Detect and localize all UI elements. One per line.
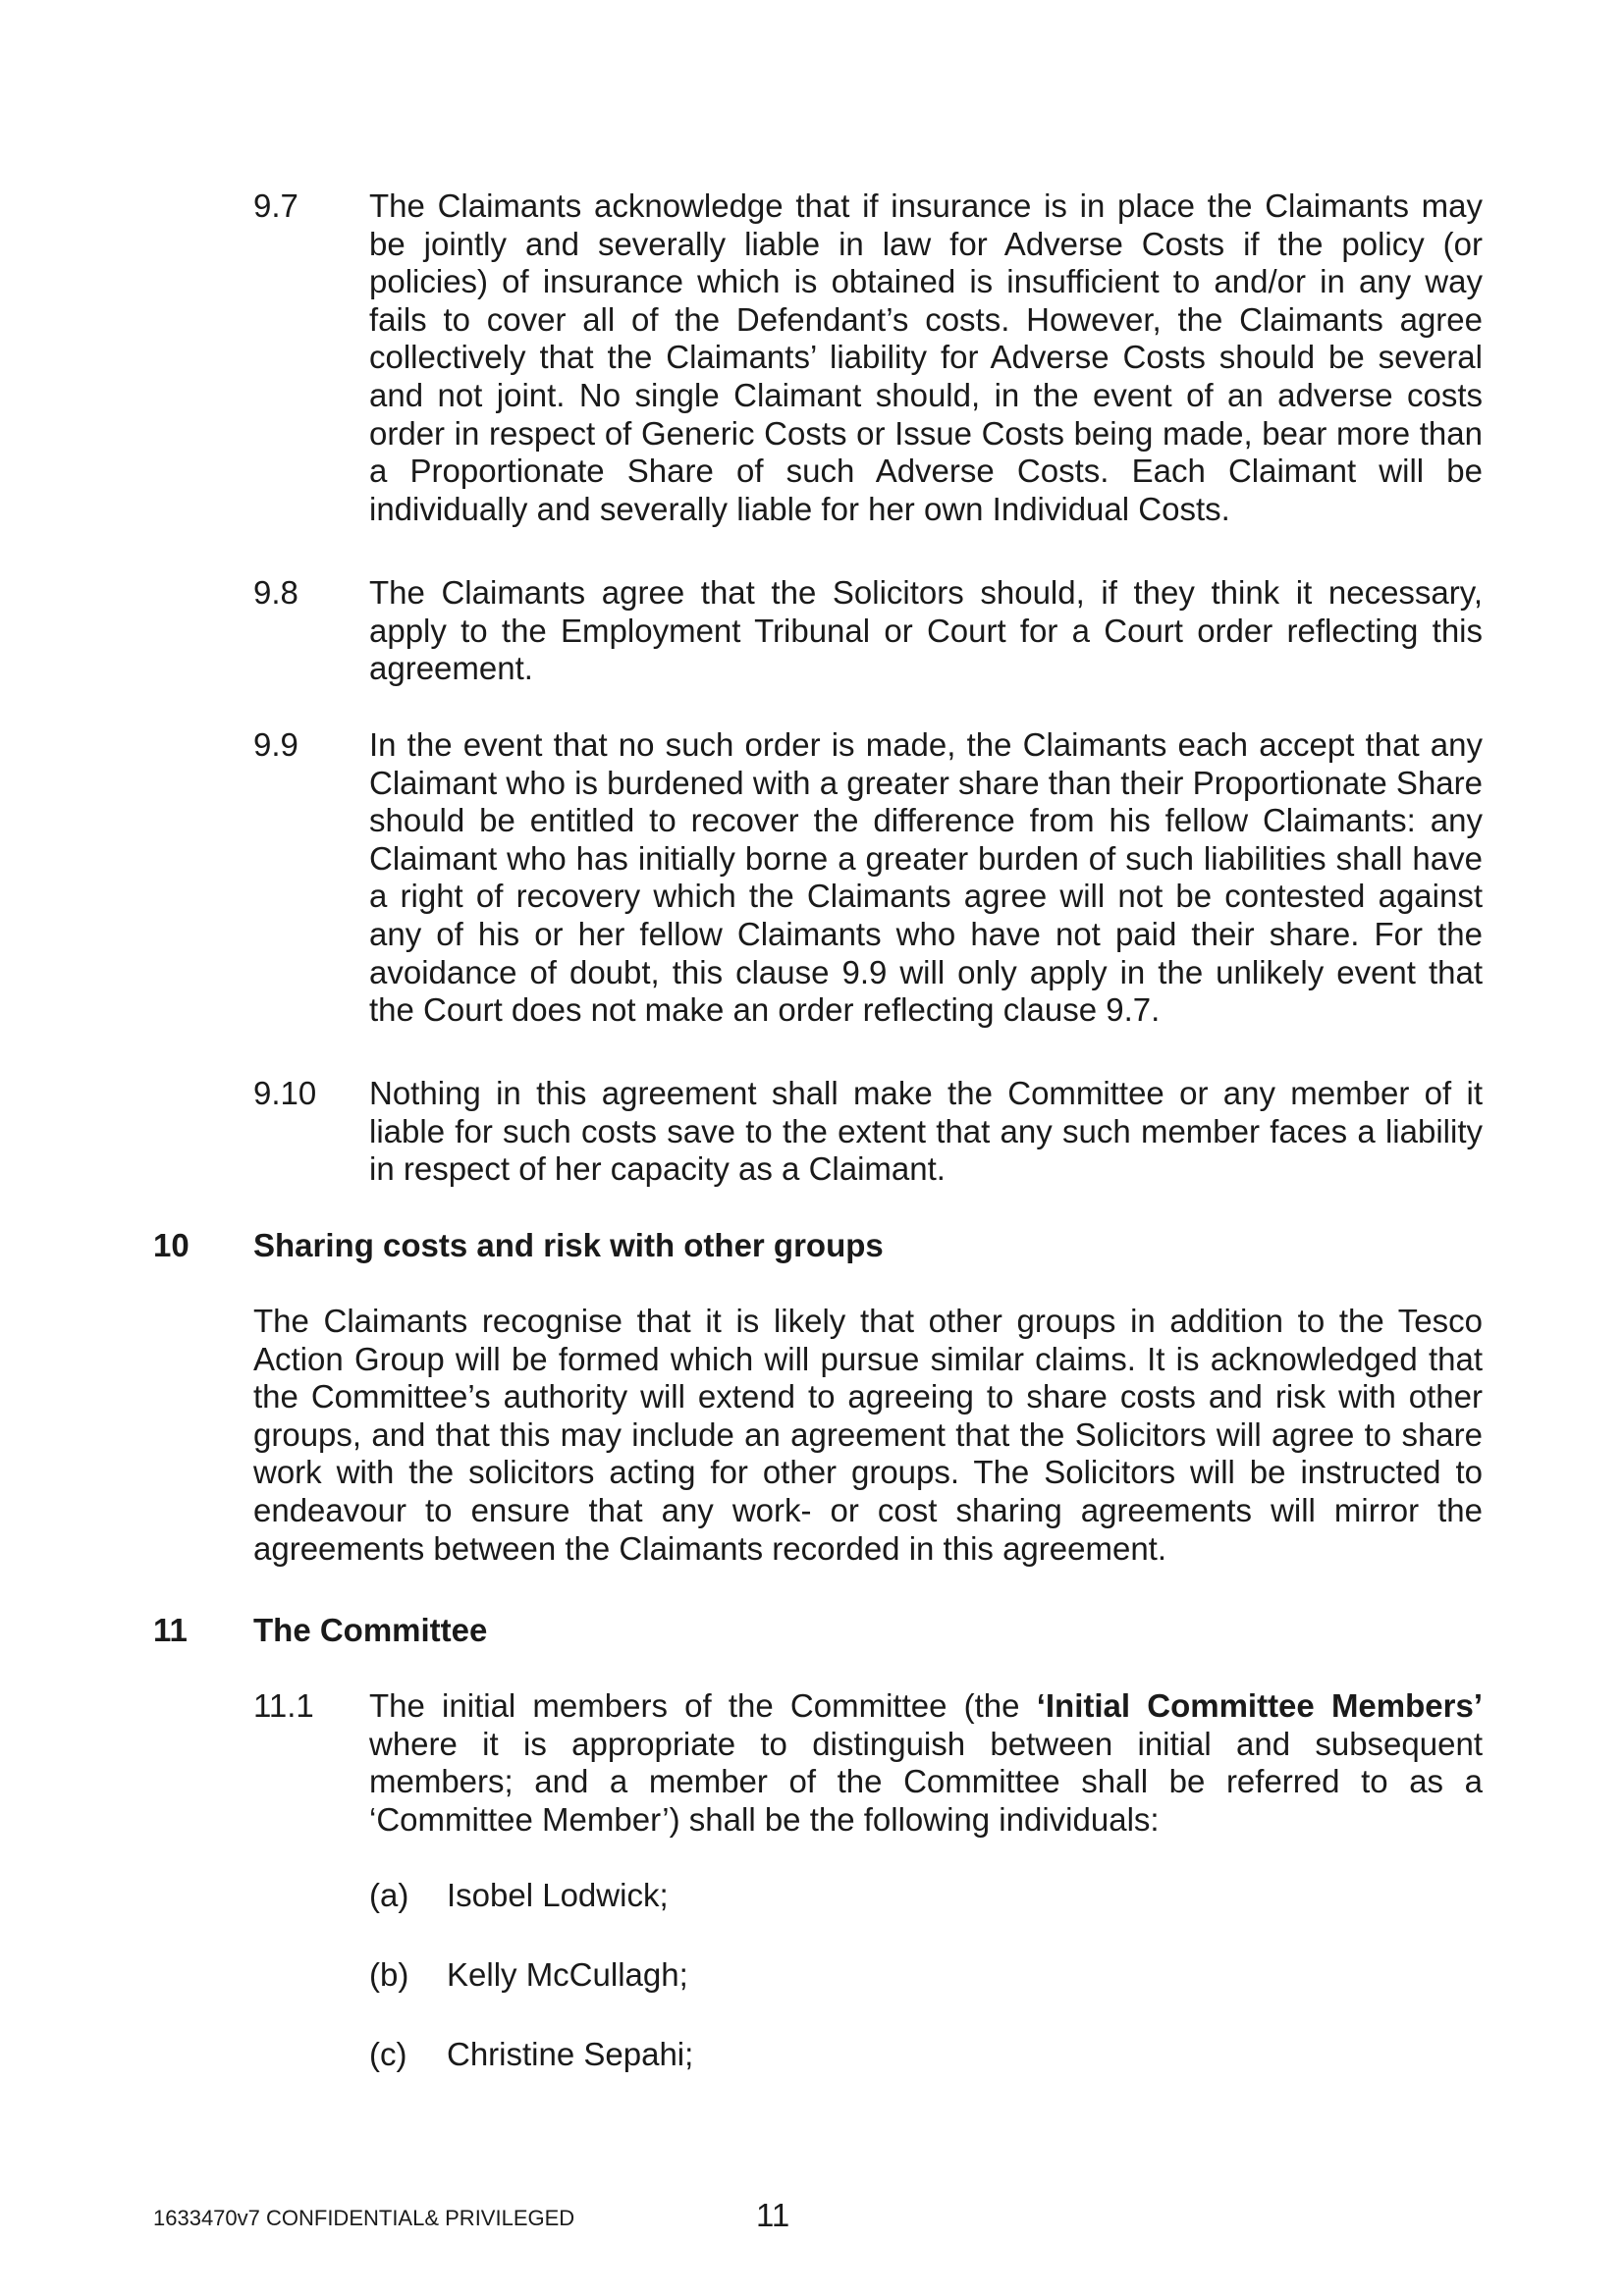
- clause-number: 9.9: [253, 726, 298, 763]
- list-item-label: (b): [369, 1956, 409, 1993]
- section-11-heading: [153, 1612, 1483, 1650]
- list-item-text: Kelly McCullagh;: [447, 1956, 688, 1993]
- section-10-paragraph: The Claimants recognise that it is likely that other groups in addition to the Tesco Action Group will be formed which will pursue similar claims. It is acknowledged that the Committee’s authority will extend to agreeing to share costs and risk with other groups, and that this may include an agreement that the Solicitors will agree to share work with the solicitors acting for other groups. The Solicitors will be instructed to endeavour to ensure that any work- or cost sharing agreements will mirror the agreements between the Claimants recorded in this agreement.: [253, 1303, 1483, 1567]
- clause-9-9: [253, 726, 1483, 1030]
- defined-term: ‘Initial Committee Members’: [1036, 1687, 1484, 1724]
- clause-9-10: [253, 1075, 1483, 1189]
- section-10-heading: [153, 1227, 1483, 1265]
- list-item: [369, 1877, 1155, 1915]
- list-item-label: (c): [369, 2036, 407, 2072]
- footer-reference: 1633470v7 CONFIDENTIAL& PRIVILEGED: [153, 2206, 575, 2230]
- clause-text: [369, 1687, 1483, 1839]
- list-item: [369, 1956, 1155, 1995]
- clause-text: Nothing in this agreement shall make the Committee or any member of it liable for such costs save to the extent that any such member faces a liability in respect of her capacity as a Claimant.: [369, 1075, 1483, 1188]
- clause-number: 9.7: [253, 187, 298, 224]
- section-number: 10: [153, 1227, 189, 1263]
- clause-number: 9.10: [253, 1075, 317, 1111]
- clause-9-7: [253, 187, 1483, 528]
- page-number: 11: [756, 2197, 790, 2233]
- section-number: 11: [153, 1612, 188, 1648]
- clause-number: 11.1: [253, 1687, 314, 1724]
- section-title: Sharing costs and risk with other groups: [253, 1227, 884, 1263]
- list-item-label: (a): [369, 1877, 409, 1913]
- list-item-text: Isobel Lodwick;: [447, 1877, 669, 1913]
- section-title: The Committee: [253, 1612, 488, 1648]
- clause-text: In the event that no such order is made, the Claimants each accept that any Claimant who is burdened with a greater share than their Proportionate Share should be entitled to recover the difference from his fellow Claimants: any Claimant who has initially borne a greater burden of such liabilities shall have a right of recovery which the Claimants agree will not be contested against any of his or her fellow Claimants who have not paid their share. For the avoidance of doubt, this clause 9.9 will only apply in the unlikely event that the Court does not make an order reflecting clause 9.7.: [369, 726, 1483, 1029]
- clause-text: The Claimants agree that the Solicitors should, if they think it necessary, apply to the Employment Tribunal or Court for a Court order reflecting this agreement.: [369, 574, 1483, 687]
- list-item-text: Christine Sepahi;: [447, 2036, 694, 2072]
- clause-number: 9.8: [253, 574, 298, 611]
- clause-text-after: where it is appropriate to distinguish between initial and subsequent members; and a member of the Committee shall be referred to as a ‘Committee Member’) shall be the following individuals:: [369, 1725, 1483, 1838]
- clause-text-before: The initial members of the Committee (the: [369, 1687, 1037, 1724]
- clause-9-8: [253, 574, 1483, 688]
- list-item: [369, 2036, 1155, 2074]
- clause-text: The Claimants acknowledge that if insurance is in place the Claimants may be jointly and severally liable in law for Adverse Costs if the policy (or policies) of insurance which is obtained is insufficient to and/or in any way fails to cover all of the Defendant’s costs. However, the Claimants agree collectively that the Claimants’ liability for Adverse Costs should be several and not joint. No single Claimant should, in the event of an adverse costs order in respect of Generic Costs or Issue Costs being made, bear more than a Proportionate Share of such Adverse Costs. Each Claimant will be individually and severally liable for her own Individual Costs.: [369, 187, 1483, 527]
- clause-11-1: [253, 1687, 1483, 1839]
